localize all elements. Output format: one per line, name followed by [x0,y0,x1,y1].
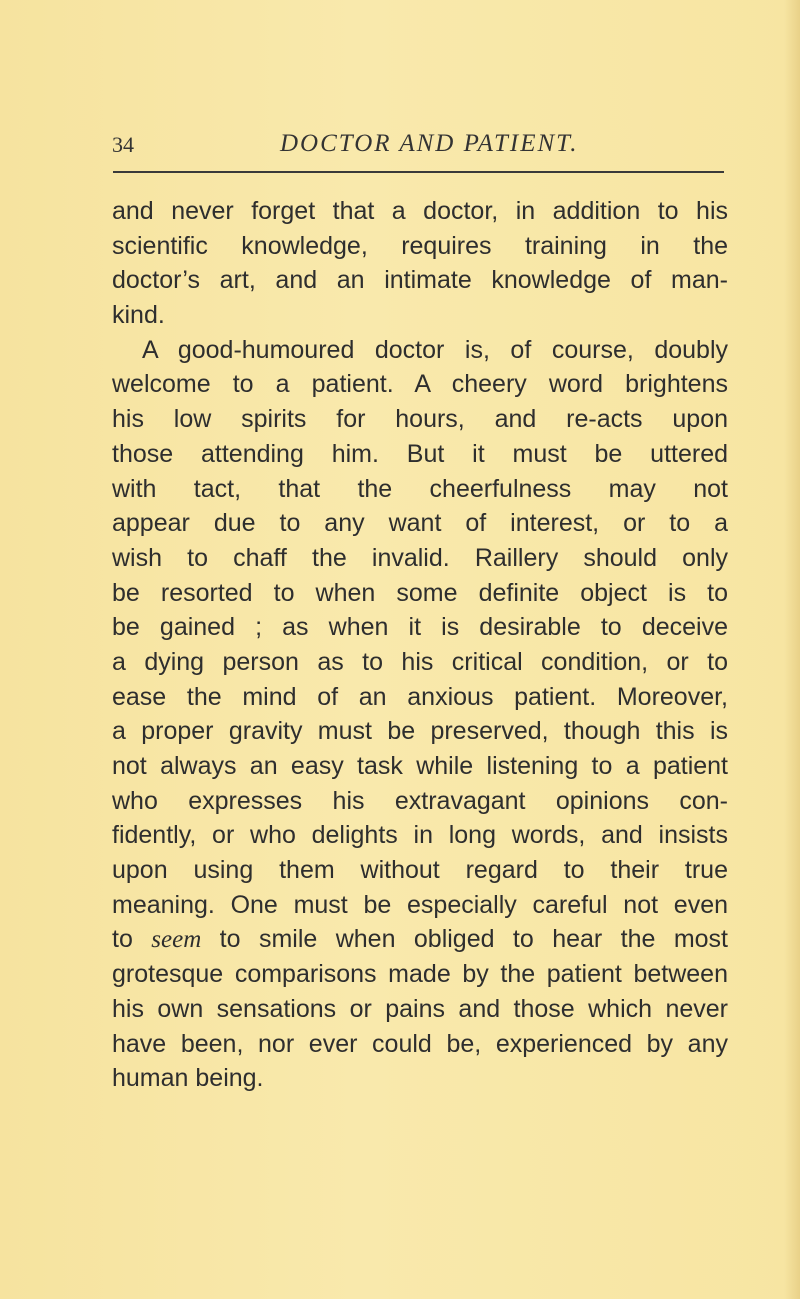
text-line: be gained ; as when it is desirable to deceive [112,613,728,642]
header-rule [113,171,724,173]
text-line: those attending him. But it must be uttered [112,439,728,468]
text-line: who expresses his extravagant opinions con- [112,786,728,815]
text-line: ease the mind of an anxious patient. Moreover, [112,682,728,711]
text-line: scientific knowledge, requires training in the [112,231,728,260]
emphasis-suffix: to smile when obliged to hear the most [201,925,728,954]
text-line: his low spirits for hours, and re-acts upon [112,405,728,434]
text-line: grotesque comparisons made by the patient between [112,960,728,989]
text-line-emphasis [112,922,728,957]
text-line: a dying person as to his critical condition, or to [112,647,728,676]
text-line: not always an easy task while listening to a patient [112,752,728,780]
text-line: doctor’s art, and an intimate knowledge of man- [112,266,728,295]
running-head [112,120,724,160]
text-line: upon using them without regard to their true [112,856,728,885]
running-title: DOCTOR AND PATIENT. [280,130,579,157]
text-line: with tact, that the cheerfulness may not [112,474,728,503]
text-line: his own sensations or pains and those which never [112,994,728,1023]
body-text [112,194,728,1096]
text-line: appear due to any want of interest, or to a [112,509,728,538]
text-line: wish to chaff the invalid. Raillery should only [112,543,728,572]
text-line: A good-humoured doctor is, of course, doubly [142,335,728,364]
text-line: kind. [112,301,165,330]
emphasis-word: seem [151,926,202,954]
text-line: fidently, or who delights in long words, and insists [112,821,728,850]
text-line: human being. [112,1064,264,1093]
page-number: 34 [112,132,134,157]
text-line: welcome to a patient. A cheery word brightens [112,370,728,399]
page-edge-shadow [784,0,800,1299]
text-line: and never forget that a doctor, in addition to his [112,197,728,225]
text-line: be resorted to when some definite object is to [112,578,728,607]
text-line: meaning. One must be especially careful not even [112,890,728,919]
text-line: a proper gravity must be preserved, though this is [112,717,728,746]
text-line: have been, nor ever could be, experienced by any [112,1029,728,1058]
emphasis-prefix: to [112,925,152,954]
